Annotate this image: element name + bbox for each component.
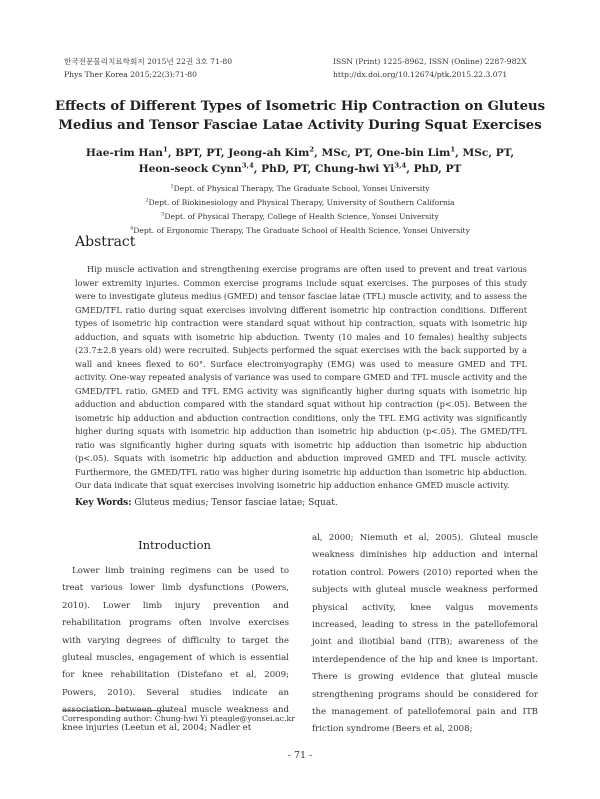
author-degree: , PhD, PT [406, 163, 462, 175]
affiliation: $^2$Dept. of Biokinesiology and Physical Therapy, University of Southern California [145, 197, 455, 207]
journal-citation: Phys Ther Korea 2015;22(3):71-80 [64, 70, 197, 79]
section-heading-introduction: Introduction [138, 538, 211, 552]
corresponding-author-footnote: Corresponding author: Chung-hwi Yi pteagle@yonsei.ac.kr [62, 714, 296, 723]
keywords [75, 497, 527, 510]
running-header-left [64, 55, 232, 81]
author-name: One-bin Lim [376, 147, 451, 159]
author-affil-mark: 2 [309, 145, 315, 154]
running-header-right [333, 55, 527, 81]
title-line-2: Medius and Tensor Fasciae Latae Activity During Squat Exercises [58, 118, 542, 133]
author-degree: , MSc, PT, [455, 147, 515, 159]
author-name: Jeong-ah Kim [228, 147, 310, 159]
page-number: - 71 - [287, 750, 313, 761]
author-degree: , PhD, PT, [253, 163, 316, 175]
keywords-label: Key Words: [75, 498, 132, 508]
title-line-1: Effects of Different Types of Isometric Hip Contraction on Gluteus [54, 99, 546, 114]
abstract-text: Hip muscle activation and strengthening exercise programs are often used to prevent and treat various lower extremity injuries. Common exercise programs include squat exercises. The purposes of this study were to investigate gluteus medius (GMED) and tensor fasciae latae (TFL) muscle activity, and to assess the GMED/TFL ratio during squat exercises involving different isometric hip contraction conditions. Different types of isometric hip contraction were standard squat without hip contraction, squats with isometric hip adduction, and squats with isometric hip abduction. Twenty (10 males and 10 females) healthy subjects (23.7±2.8 years old) were recruited. Subjects performed the squat exercises with the back supported by a wall and knees flexed to 60°. Surface electromyography (EMG) was used to measure GMED and TFL activity. One-way repeated analysis of variance was used to compare GMED and TFL muscle activity and the GMED/TFL ratio. GMED and TFL EMG activity was significantly higher during squats with isometric hip adduction and abduction compared with the standard squat without hip contraction (p<.05). Between the isometric hip adduction and abduction contraction conditions, only the TFL EMG activity was significantly higher during squats with isometric hip adduction than isometric hip abduction (p<.05). The GMED/TFL ratio was significantly higher during squats with isometric hip adduction than isometric hip abduction (p<.05). Squats with isometric hip adduction and abduction improved GMED and TFL muscle activity. Furthermore, the GMED/TFL ratio was higher during isometric hip adduction than isometric hip abduction. Our data indicate that squat exercises involving isometric hip adduction enhance GMED muscle activity. [75, 264, 527, 490]
author-name: Hae-rim Han [85, 147, 164, 159]
author-affil-mark: 1 [163, 145, 168, 154]
affiliation: $^4$Dept. of Ergonomic Therapy, The Graduate School of Health Science, Yonsei University [130, 225, 470, 235]
doi-link[interactable]: http://dx.doi.org/10.12674/ptk.2015.22.3.071 [333, 70, 508, 79]
intro-column-left: Lower limb training regimens can be used to treat various lower limb dysfunctions (Powers, 2010). Lower limb injury prevention and rehabilitation programs often involve exercises with varying degrees of difficulty to target the gluteal muscles, engagement of which is essential for knee rehabilitation (Distefano et al, 2009; Powers, 2010). Several studies indicate an association between gluteal muscle weakness and knee injuries (Leetun et al, 2004; Nadler et [62, 566, 289, 733]
author-line-1 [40, 145, 560, 161]
paper-title [40, 97, 560, 135]
author-degree: , MSc, PT, [314, 147, 377, 159]
abstract-heading: Abstract [75, 234, 136, 250]
author-name: Chung-hwi Yi [315, 163, 395, 175]
intro-column-right: al, 2000; Niemuth et al, 2005). Gluteal muscle weakness diminishes hip adduction and internal rotation control. Powers (2010) reported when the subjects with gluteal muscle weakness performed physical activity, knee valgus movements increased, leading to stress in the patellofemoral joint and iliotibial band (ITB); awareness of the interdependence of the hip and knee is important. There is growing evidence that gluteal muscle strengthening programs should be considered for the management of patellofemoral pain and ITB friction syndrome (Beers et al, 2008; [312, 533, 538, 735]
affiliation: $^3$Dept. of Physical Therapy, College of Health Science, Yonsei University [161, 211, 439, 221]
author-affil-mark: 1 [450, 145, 456, 154]
affiliation: $^1$Dept. of Physical Therapy, The Graduate School, Yonsei University [170, 183, 430, 193]
author-affil-mark: 3,4 [394, 161, 407, 170]
author-list [40, 145, 560, 177]
author-degree: , BPT, PT, [167, 147, 229, 159]
affiliation-list [40, 182, 560, 238]
author-affil-mark: 3,4 [241, 161, 254, 170]
issn-line: ISSN (Print) 1225-8962, ISSN (Online) 2287-982X [333, 57, 527, 66]
footnote-divider [62, 710, 172, 711]
author-line-2 [40, 161, 560, 177]
journal-korean-citation: 한국전문물리치료학회지 2015년 22권 3호 71-80 [64, 57, 233, 66]
keywords-list: Gluteus medius; Tensor fasciae latae; Squat. [131, 498, 338, 508]
author-name: Heon-seock Cynn [138, 163, 242, 175]
